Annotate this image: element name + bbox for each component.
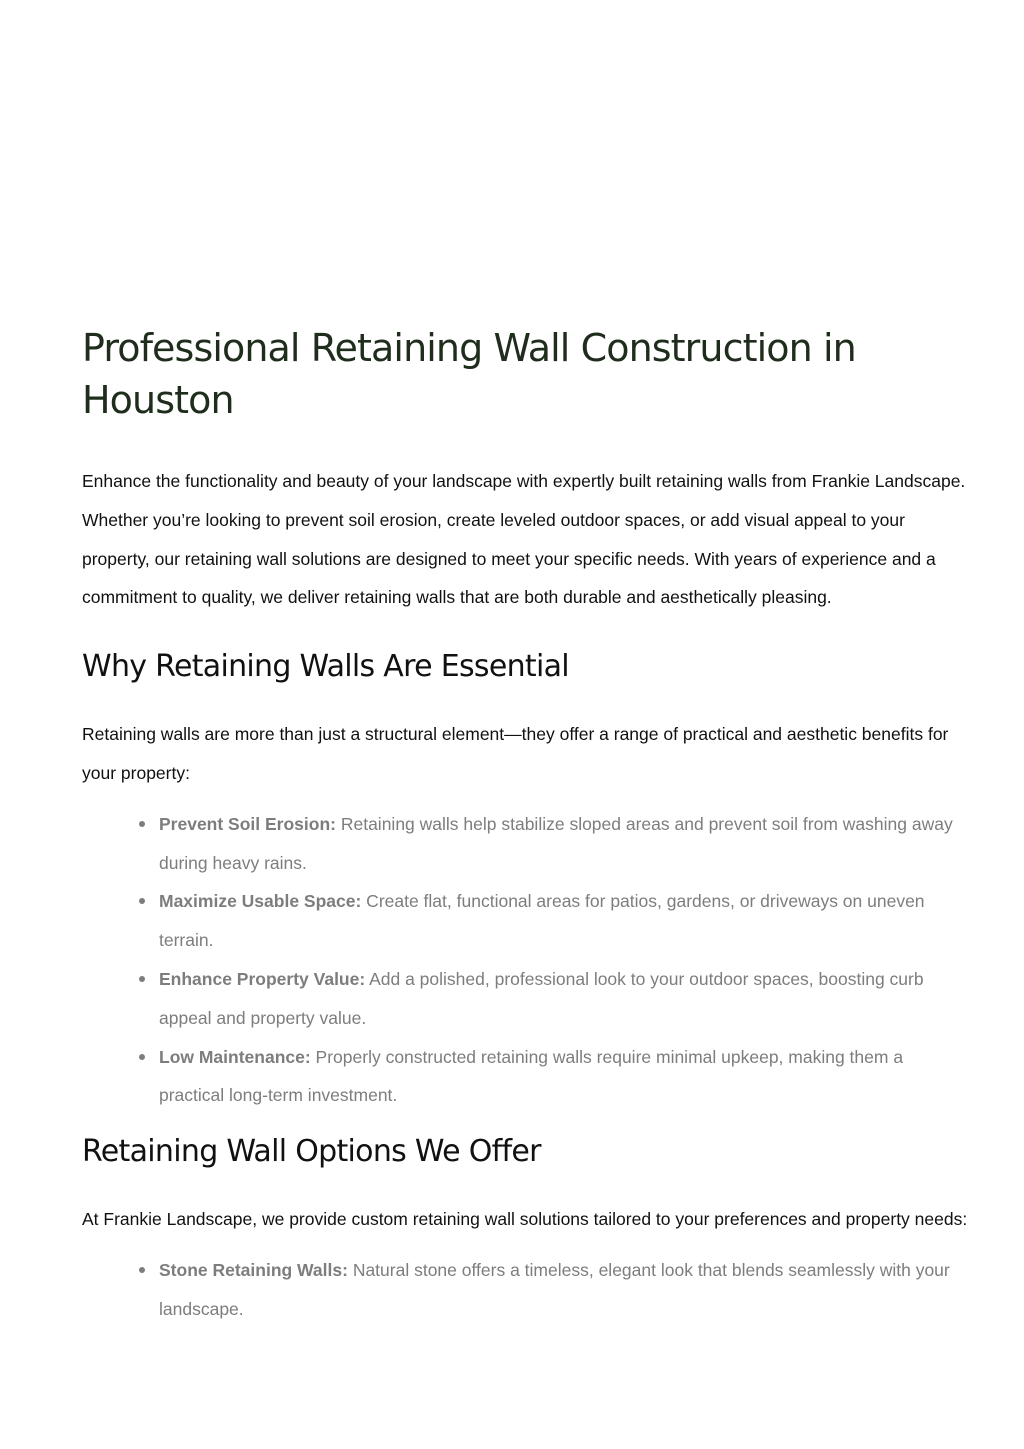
bullet-icon [139, 898, 145, 904]
list-item [159, 960, 972, 1038]
options-paragraph: At Frankie Landscape, we provide custom retaining wall solutions tailored to your preferences and property needs: [82, 1209, 968, 1230]
options-list [82, 1251, 972, 1329]
list-item-text: Properly constructed retaining walls require minimal upkeep, making them a practical long-term investment. [159, 1046, 904, 1106]
list-item-label: Enhance Property Value: [159, 968, 366, 989]
bullet-icon [139, 821, 145, 827]
list-item-text: Retaining walls help stabilize sloped areas and prevent soil from washing away during heavy rains. [159, 813, 953, 873]
why-heading: Why Retaining Walls Are Essential [82, 649, 569, 685]
intro-paragraph: Enhance the functionality and beauty of your landscape with expertly built retaining walls from Frankie Landscape. Whether you’re looking to prevent soil erosion, create leveled outdoor spaces, or add visual appeal to your property, our retaining wall solutions are designed to meet your specific needs. With years of experience and a commitment to quality, we deliver retaining walls that are both durable and aesthetically pleasing. [82, 471, 966, 608]
bullet-icon [139, 1054, 145, 1060]
benefits-list [82, 805, 972, 1115]
list-item-text: Create flat, functional areas for patios, gardens, or driveways on uneven terrain. [159, 891, 925, 951]
list-item [159, 882, 972, 960]
list-item-label: Low Maintenance: [159, 1046, 311, 1067]
list-item [159, 1038, 972, 1116]
why-paragraph: Retaining walls are more than just a structural element—they offer a range of practical and aesthetic benefits for your property: [82, 724, 949, 783]
list-item-label: Prevent Soil Erosion: [159, 813, 336, 834]
page-title: Professional Retaining Wall Construction in Houston [82, 326, 856, 422]
bullet-icon [139, 976, 145, 982]
page-content [82, 322, 972, 1329]
list-item [159, 805, 972, 883]
options-heading: Retaining Wall Options We Offer [82, 1134, 541, 1170]
list-item-label: Maximize Usable Space: [159, 891, 362, 912]
list-item [159, 1251, 972, 1329]
list-item-text: Natural stone offers a timeless, elegant look that blends seamlessly with your landscape. [159, 1259, 950, 1319]
bullet-icon [139, 1267, 145, 1273]
list-item-label: Stone Retaining Walls: [159, 1259, 348, 1280]
list-item-text: Add a polished, professional look to your outdoor spaces, boosting curb appeal and property value. [159, 968, 924, 1028]
